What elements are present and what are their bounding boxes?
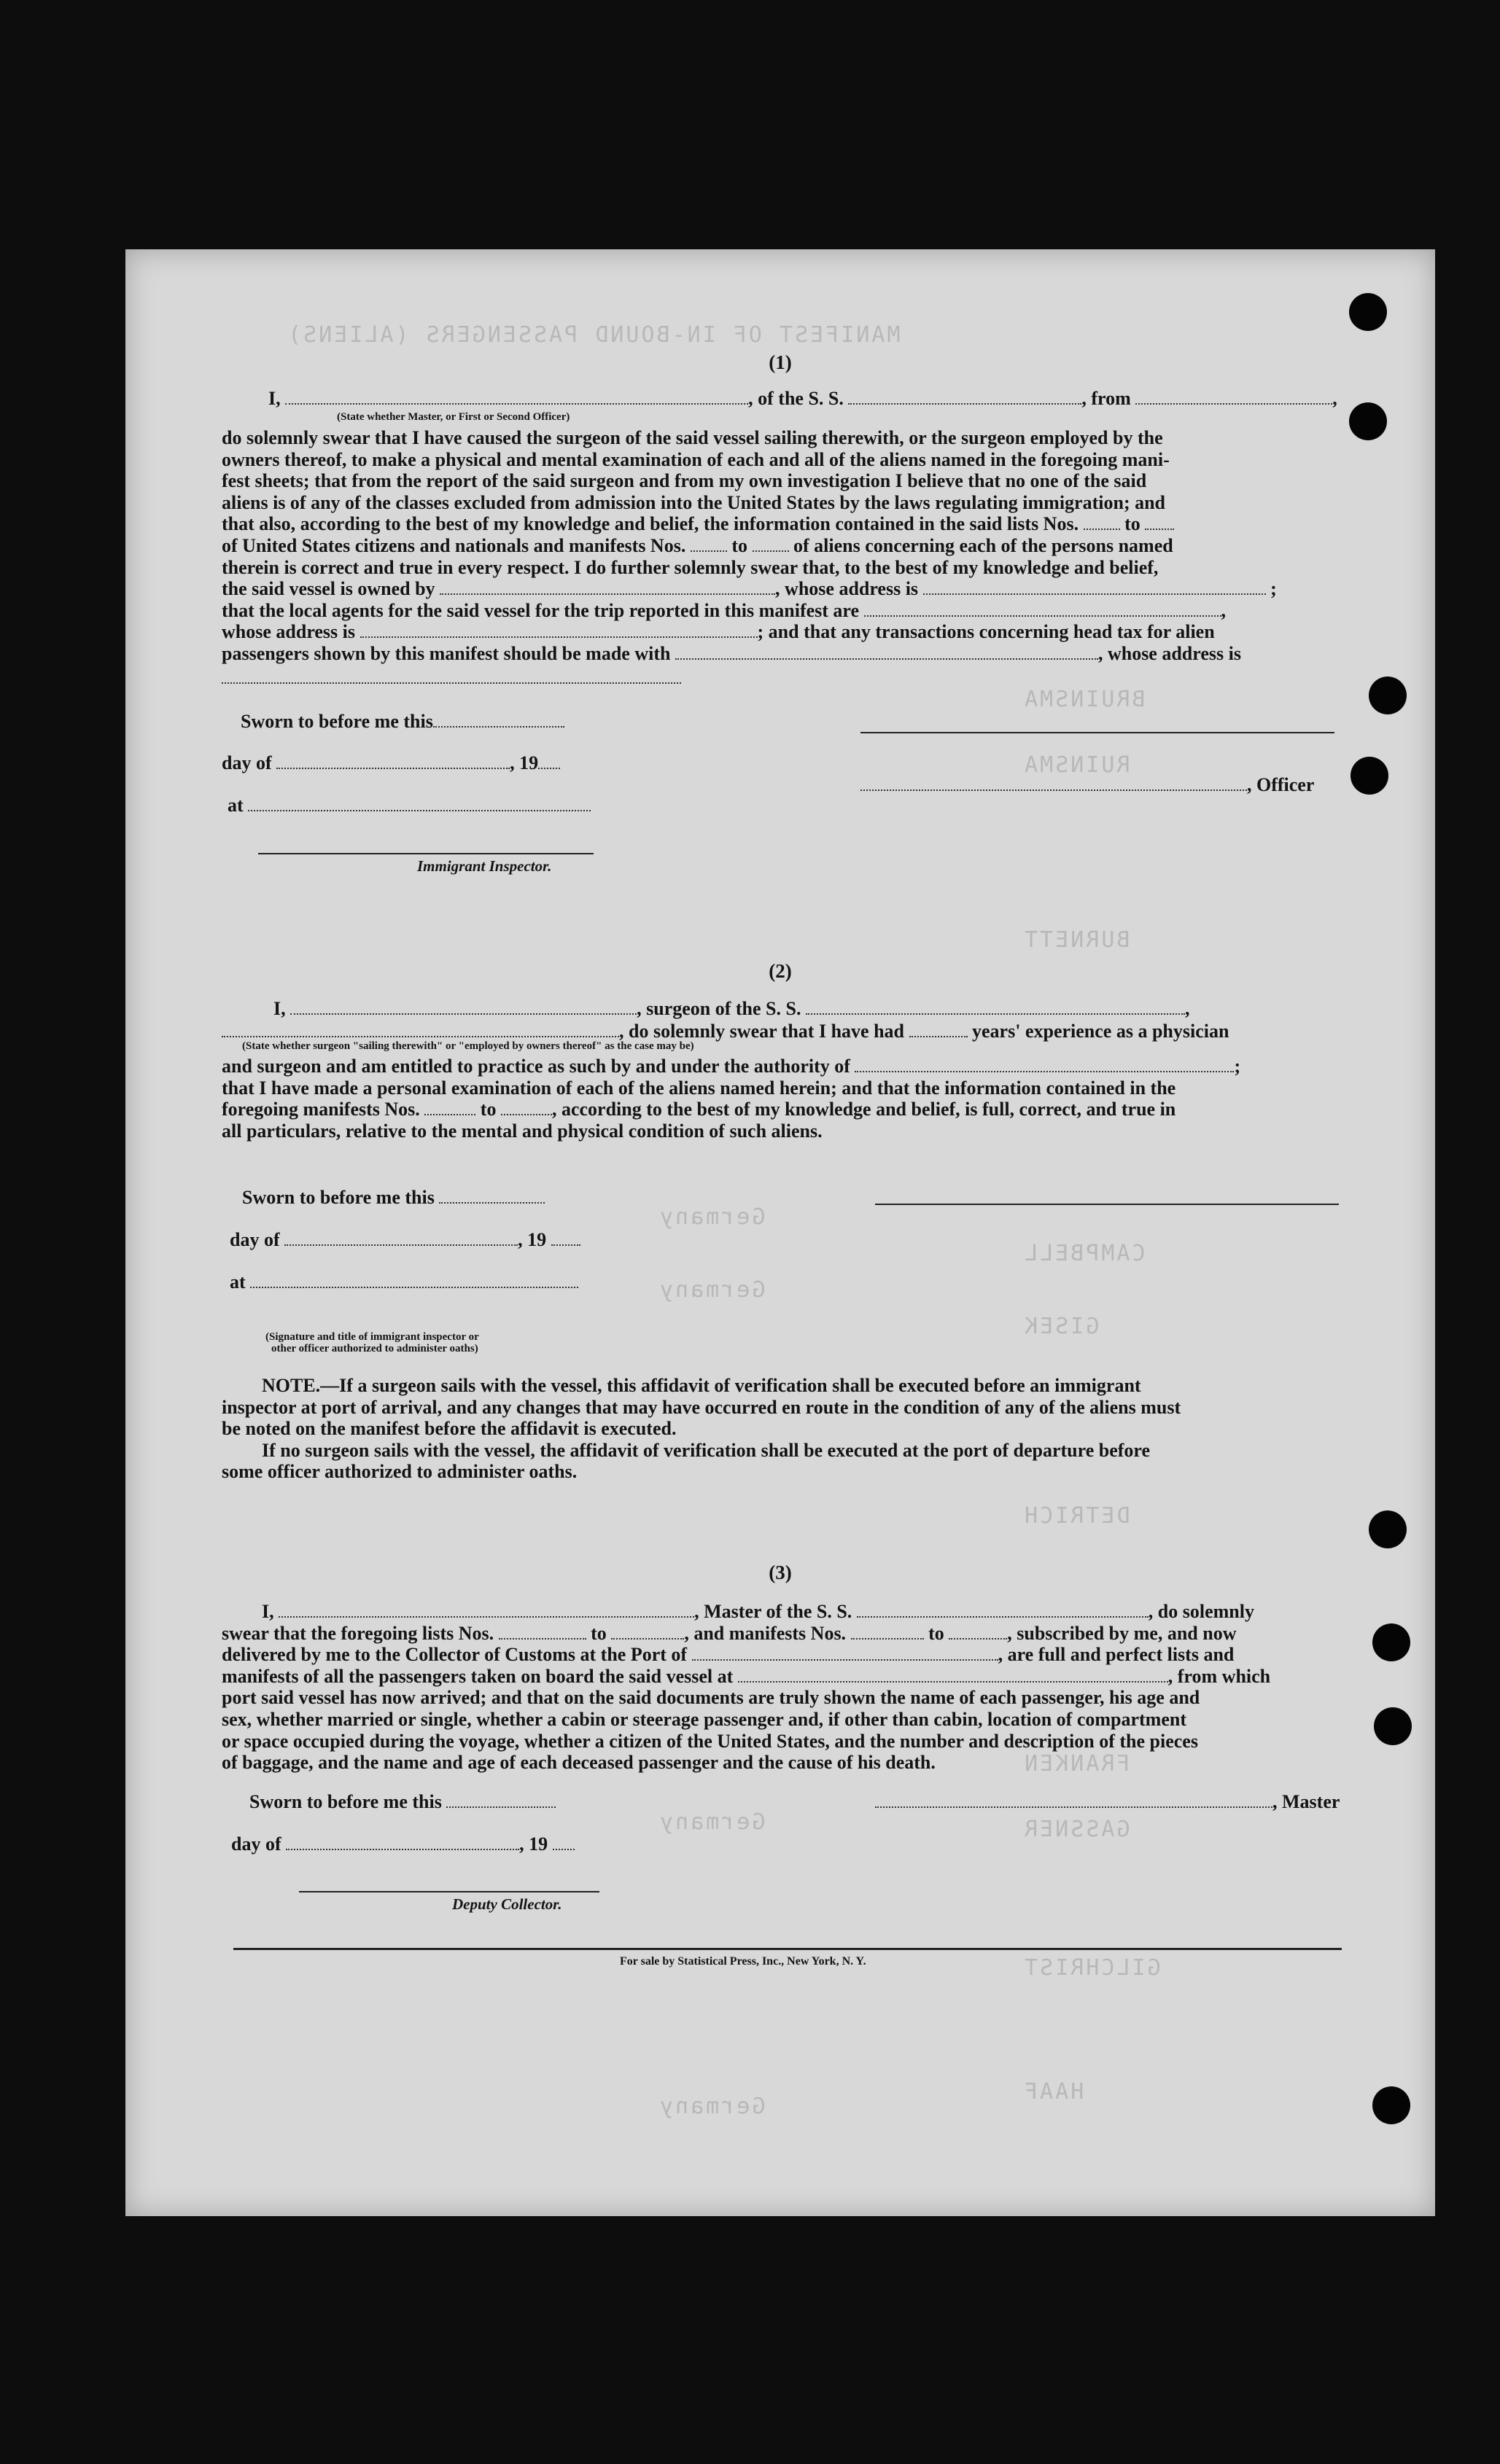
s1-line1: I, , of the S. S. , from , [268, 388, 1337, 409]
bleed-through-header: MANIFEST OF IN-BOUND PASSENGERS (ALIENS) [286, 322, 901, 348]
binder-hole [1369, 677, 1407, 714]
address-blank [222, 682, 681, 684]
s2-body: and surgeon and am entitled to practice as such by and under the authority of ; that I have made a personal examination of each of the aliens named herein; and that the information contained in the foregoing manifests Nos. to , according to the best of my knowledge and belief, is full, correct, and true in all particulars, relative to the mental and physical condition of such aliens. [222, 1056, 1241, 1142]
deputy-collector-label: Deputy Collector. [452, 1895, 562, 1913]
section-1-number: (1) [769, 351, 792, 373]
sig-caption-1: (Signature and title of immigrant inspector or [265, 1331, 479, 1343]
bleed-through-name: BRUINSMA [1022, 687, 1146, 712]
binder-hole [1372, 1623, 1410, 1661]
s3-master: , Master [875, 1791, 1340, 1813]
s1-officer: , Officer [860, 774, 1314, 796]
s2-day: day of , 19 [230, 1229, 580, 1251]
section-3-number: (3) [769, 1562, 792, 1583]
officer-sign-line-1 [860, 732, 1334, 733]
binder-hole [1372, 2086, 1410, 2124]
bleed-through-country: Germany [658, 2094, 766, 2119]
master-caption: (State whether Master, or First or Second Officer) [337, 411, 570, 423]
s3-sworn: Sworn to before me this [249, 1791, 556, 1813]
binder-hole [1349, 402, 1387, 440]
binder-hole [1349, 293, 1387, 331]
printer-imprint: For sale by Statistical Press, Inc., New York, N. Y. [620, 1955, 866, 1968]
s3-body: I, , Master of the S. S. , do solemnly swear that the foregoing lists Nos. to , and manifests Nos. to , subscribed by me, and now delivered by me to the Collector of Customs at the Port of , are full and perfect lists and manifests of all the passengers taken on board the said vessel at , from which port said vessel has now arrived; and that on the said documents are truly shown the name of each passenger, his age and sex, whether married or single, whether a cabin or steerage passenger and, if other than cabin, location of compartment or space occupied during the voyage, whether a citizen of the United States, and the number and description of the pieces of baggage, and the name and age of each deceased passenger and the cause of his death. [222, 1601, 1271, 1774]
sig-caption-2: other officer authorized to administer oaths) [271, 1343, 478, 1354]
manifest-page [125, 249, 1435, 2216]
deputy-sign-line [299, 1891, 599, 1892]
note-block: NOTE.—If a surgeon sails with the vessel, this affidavit of verification shall be executed before an immigrant inspector at port of arrival, and any changes that may have occurred en route in the condition of any of the aliens must be noted on the manifest before the affidavit is executed. If no surgeon sails with the vessel, the affidavit of verification shall be executed at the port of departure before some officer authorized to administer oaths. [222, 1375, 1181, 1483]
bleed-through-name: GILCHRIST [1022, 1955, 1161, 1981]
s1-body: do solemnly swear that I have caused the surgeon of the said vessel sailing therewith, or the surgeon employed by the owners thereof, to make a physical and mental examination of each and all of the aliens named in the foregoing mani- fest sheets; that from the report of the said surgeon and from my own investigation I believe that no one of the said aliens is of any of the classes excluded from admission into the United States by the laws regulating immigration; and that also, according to the best of my knowledge and belief, the information contained in the said lists Nos. to of United States citizens and nationals and manifests Nos. to of aliens concerning each of the persons named therein is correct and true in every respect. I do further solemnly swear that, to the best of my knowledge and belief, the said vessel is owned by , whose address is ; that the local agents for the said vessel for the trip reported in this manifest are , whose address is ; and that any transactions concerning head tax for alien passengers shown by this manifest should be made with , whose address is [222, 427, 1277, 664]
bleed-through-name: FRANKEN [1022, 1751, 1130, 1777]
bleed-through-name: DETRICH [1022, 1503, 1130, 1529]
s2-at: at [230, 1271, 578, 1293]
bleed-through-name: CAMPBELL [1022, 1241, 1146, 1266]
bleed-through-country: Germany [658, 1204, 766, 1230]
bleed-through-name: BURNETT [1022, 927, 1130, 953]
bleed-through-country: Germany [658, 1277, 766, 1303]
inspector-sign-line [258, 853, 594, 854]
s2-sworn: Sworn to before me this [242, 1187, 545, 1209]
s2-line1: I, , surgeon of the S. S. , [273, 998, 1190, 1019]
surgeon-sign-line [875, 1204, 1339, 1205]
bleed-through-name: HAAF [1022, 2079, 1084, 2105]
s1-at: at [228, 795, 591, 816]
s3-day: day of , 19 [231, 1833, 575, 1855]
bleed-through-country: Germany [658, 1809, 766, 1835]
bleed-through-name: GISEK [1022, 1314, 1100, 1339]
bleed-through-name: GASSNER [1022, 1817, 1130, 1842]
s1-day: day of , 19 [222, 752, 560, 774]
binder-hole [1369, 1510, 1407, 1548]
s2-line2: , do solemnly swear that I have had years' experience as a physician [222, 1021, 1229, 1042]
footer-rule [233, 1948, 1342, 1950]
immigrant-inspector-label: Immigrant Inspector. [417, 857, 552, 875]
section-2-number: (2) [769, 960, 792, 982]
binder-hole [1351, 757, 1388, 795]
surgeon-caption: (State whether surgeon "sailing therewith" or "employed by owners thereof" as the case may be) [242, 1040, 694, 1052]
s1-sworn: Sworn to before me this [241, 711, 564, 733]
binder-hole [1374, 1707, 1412, 1745]
bleed-through-name: RUINSMA [1022, 752, 1130, 778]
